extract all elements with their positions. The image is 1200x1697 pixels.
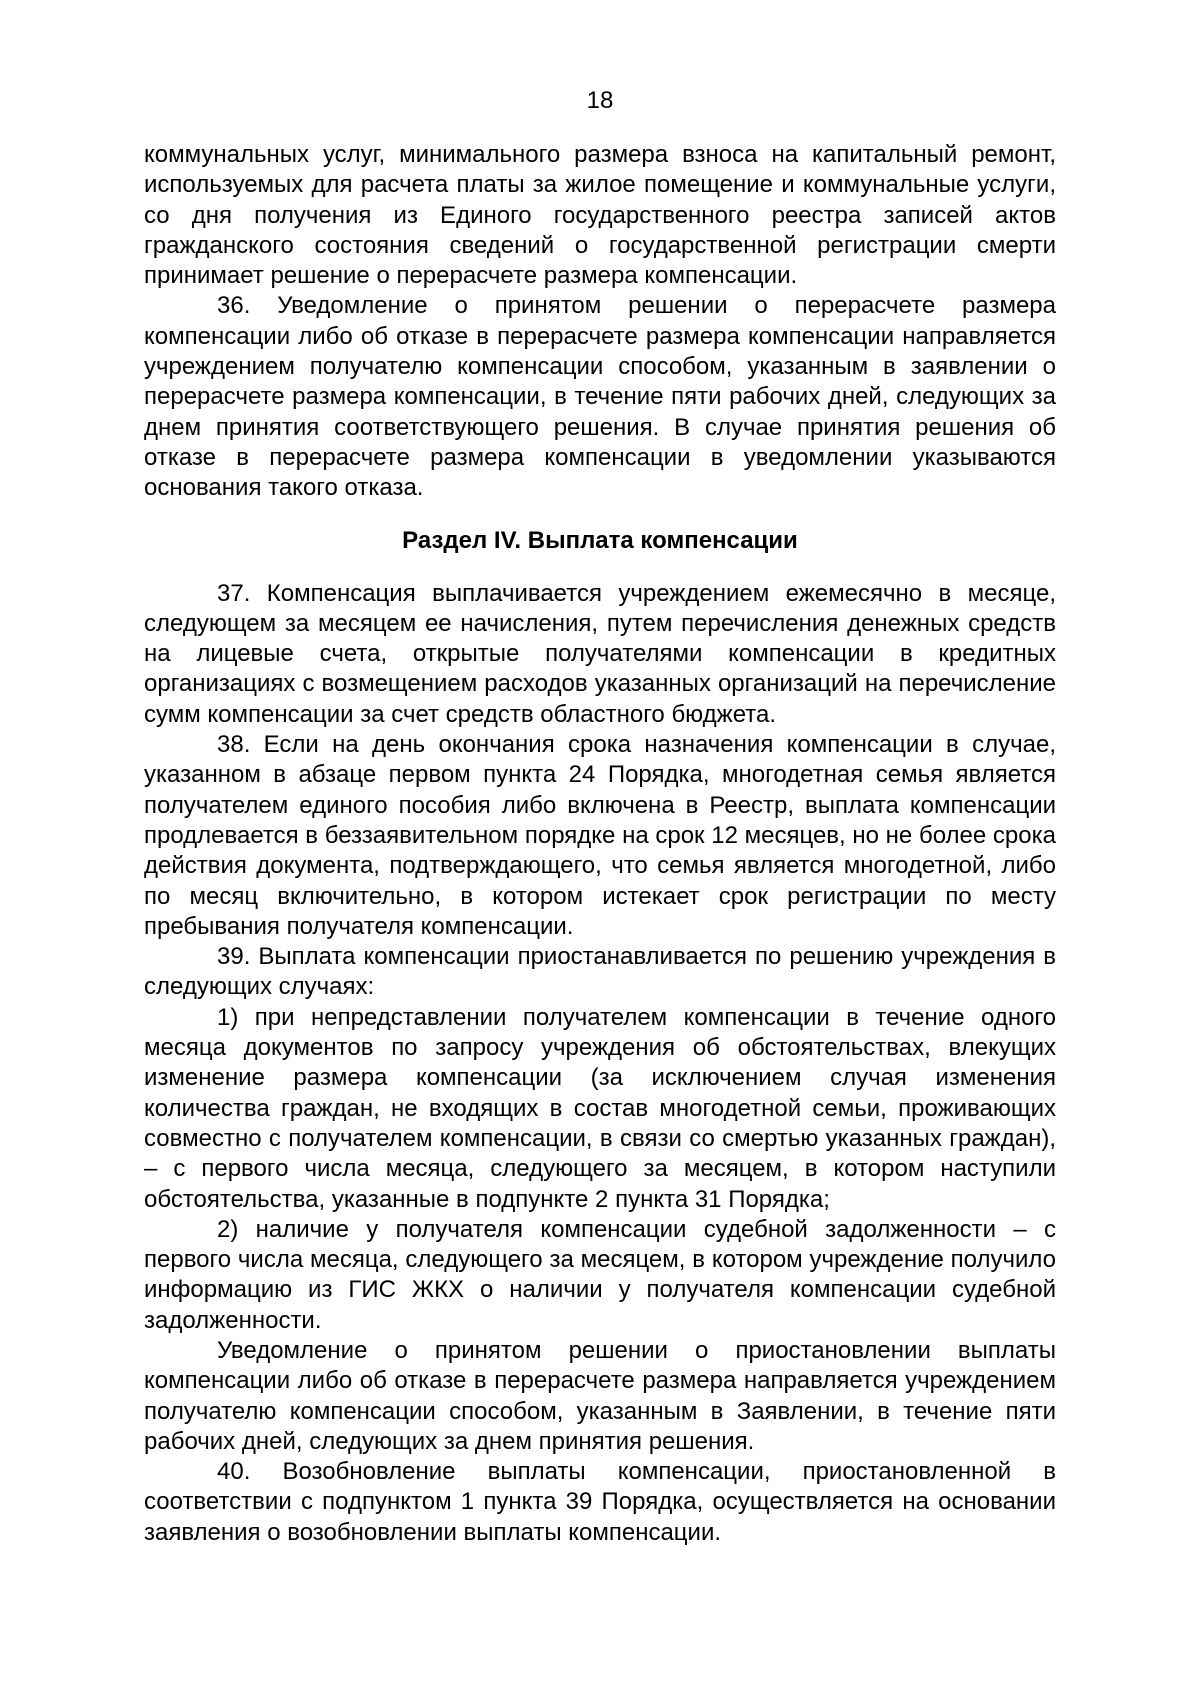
paragraph-40: 40. Возобновление выплаты компенсации, приостановленной в соответствии с подпунктом 1 пункта 39 Порядка, осуществляется на основании заявления о возобновлении выплаты компенсации. — [144, 1458, 1056, 1546]
document-body — [144, 140, 1056, 1548]
page-number: 18 — [586, 87, 614, 114]
paragraph-36: 36. Уведомление о принятом решении о перерасчете размера компенсации либо об отказе в перерасчете размера компенсации направляется учреждением получателю компенсации способом, указанным в заявлении о перерасчете размера компенсации, в течение пяти рабочих дней, следующих за днем принятия соответствующего решения. В случае принятия решения об отказе в перерасчете размера компенсации в уведомлении указываются основания такого отказа. — [144, 292, 1056, 502]
paragraph-notification: Уведомление о принятом решении о приостановлении выплаты компенсации либо об отказе в перерасчете размера направляется учреждением получателю компенсации способом, указанным в Заявлении, в течение пяти рабочих дней, следующих за днем принятия решения. — [144, 1336, 1056, 1455]
section-title: Раздел IV. Выплата компенсации — [402, 526, 798, 554]
paragraph-39-item-1: 1) при непредставлении получателем компенсации в течение одного месяца документов по запросу учреждения об обстоятельствах, влекущих изменение размера компенсации (за исключением случая изменения количества граждан, не входящих в состав многодетной семьи, проживающих совместно с получателем компенсации, в связи со смертью указанных граждан), – с первого числа месяца, следующего за месяцем, в котором наступили обстоятельства, указанные в подпункте 2 пункта 31 Порядка; — [144, 1003, 1056, 1213]
paragraph-37: 37. Компенсация выплачивается учреждением ежемесячно в месяце, следующем за месяцем ее начисления, путем перечисления денежных средств на лицевые счета, открытые получателями компенсации в кредитных организациях с возмещением расходов указанных организаций на перечисление сумм компенсации за счет средств областного бюджета. — [144, 579, 1056, 728]
paragraph-39-item-2: 2) наличие у получателя компенсации судебной задолженности – с первого числа месяца, следующего за месяцем, в котором учреждение получило информацию из ГИС ЖКХ о наличии у получателя компенсации судебной задолженности. — [144, 1215, 1056, 1334]
paragraph-39: 39. Выплата компенсации приостанавливается по решению учреждения в следующих случаях: — [144, 943, 1056, 1001]
paragraph-38: 38. Если на день окончания срока назначения компенсации в случае, указанном в абзаце первом пункта 24 Порядка, многодетная семья является получателем единого пособия либо включена в Реестр, выплата компенсации продлевается в беззаявительном порядке на срок 12 месяцев, но не более срока действия документа, подтверждающего, что семья является многодетной, либо по месяц включительно, в котором истекает срок регистрации по месту пребывания получателя компенсации. — [144, 731, 1056, 940]
paragraph-continuation: коммунальных услуг, минимального размера взноса на капитальный ремонт, используемых для расчета платы за жилое помещение и коммунальные услуги, со дня получения из Единого государственного реестра записей актов гражданского состояния сведений о государственной регистрации смерти принимает решение о перерасчете размера компенсации. — [144, 141, 1056, 290]
